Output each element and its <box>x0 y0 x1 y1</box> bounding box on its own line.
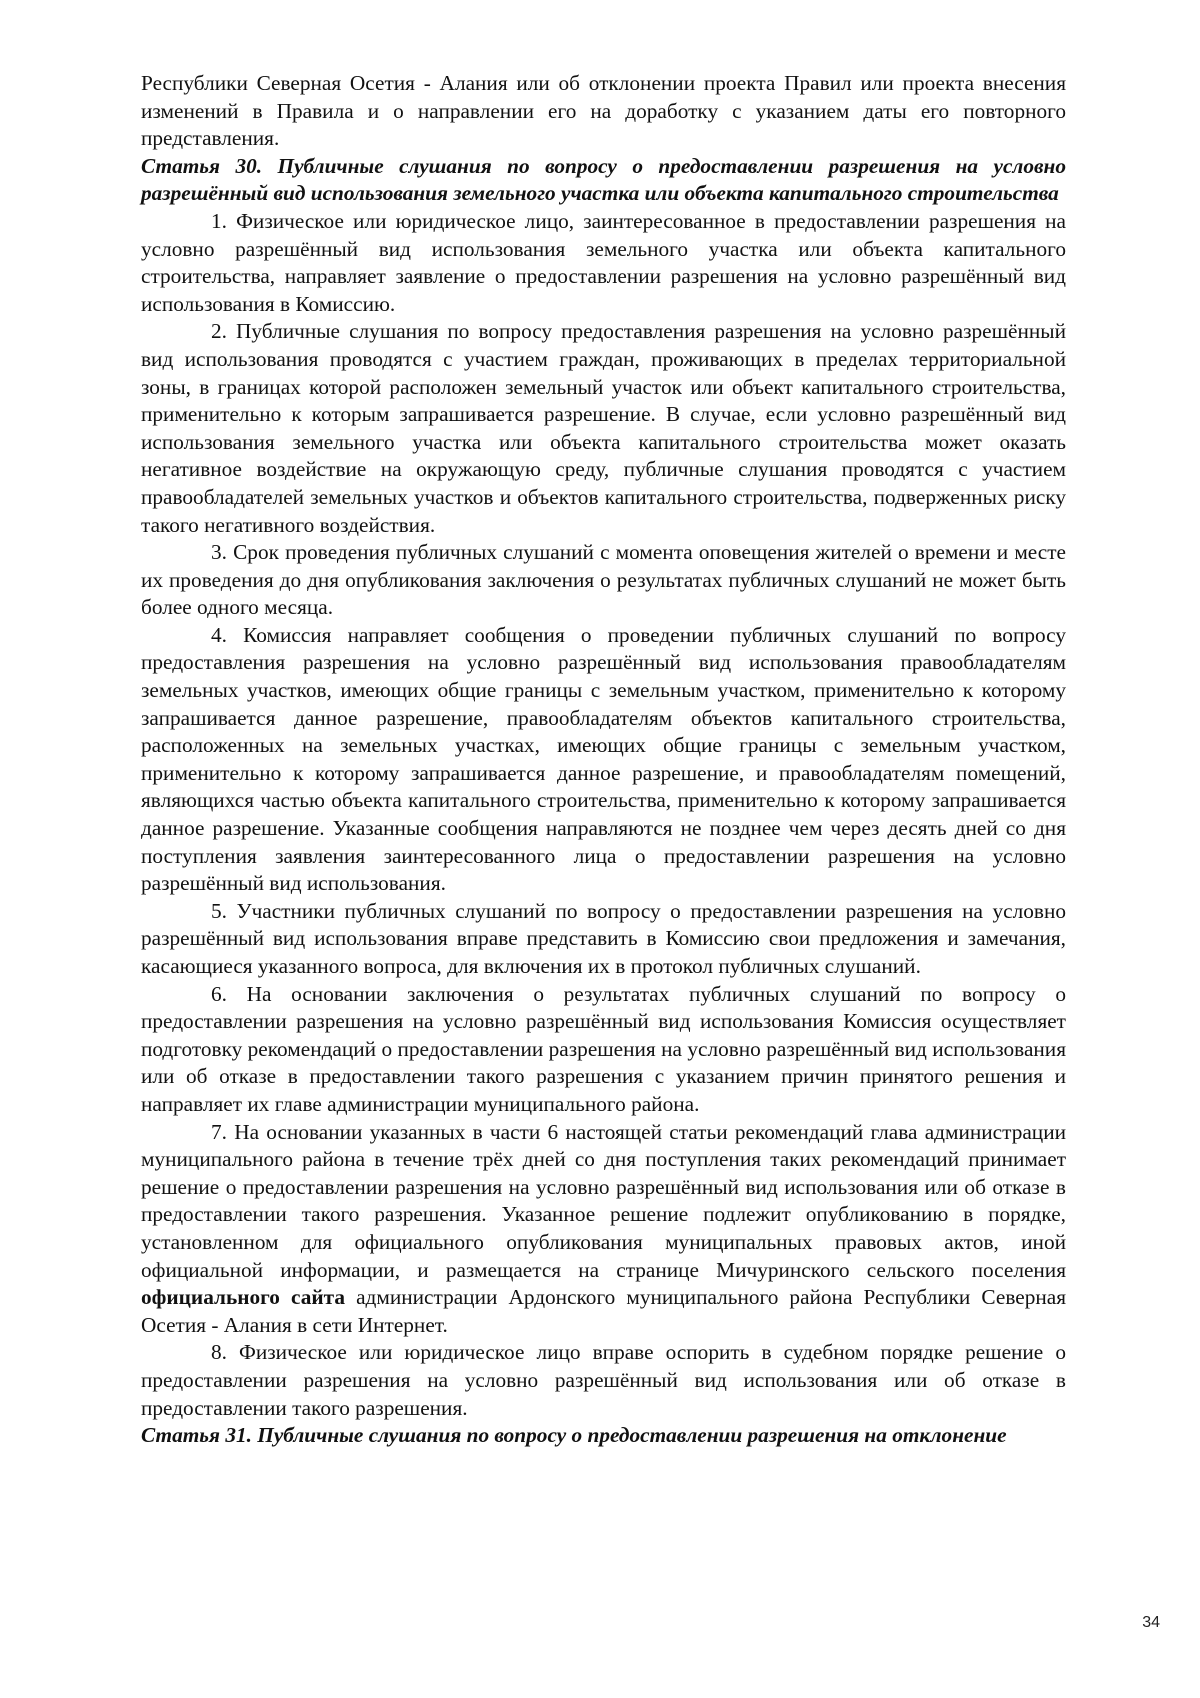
article-31-heading: Статья 31. Публичные слушания по вопросу о предоставлении разрешения на отклонение <box>141 1423 1007 1448</box>
article-30-item-1: 1. Физическое или юридическое лицо, заинтересованное в предоставлении разрешения на условно разрешённый вид использования земельного участка или объекта капитального строительства, направляет заявление о предоставлении разрешения на условно разрешённый вид использования в Комиссию. <box>141 208 1066 316</box>
article-30-item-7 <box>141 1119 1066 1340</box>
item-7-text-before: 7. На основании указанных в части 6 настоящей статьи рекомендаций глава администрации муниципального района в течение трёх дней со дня поступления таких рекомендаций принимает решение о предоставлении разрешения на условно разрешённый вид использования или об отказе в предоставлении такого разрешения. Указанное решение подлежит опубликованию в порядке, установленном для официального опубликования муниципальных правовых актов, иной официальной информации, и размещается на странице Мичуринского сельского поселения <box>141 1119 1066 1282</box>
item-7-bold-text: официального сайта <box>141 1285 346 1310</box>
article-30-item-2: 2. Публичные слушания по вопросу предоставления разрешения на условно разрешённый вид использования проводятся с участием граждан, проживающих в пределах территориальной зоны, в границах которой расположен земельный участок или объект капитального строительства, применительно к которым запрашивается разрешение. В случае, если условно разрешённый вид использования земельного участка или объекта капитального строительства может оказать негативное воздействие на окружающую среду, публичные слушания проводятся с участием правообладателей земельных участков и объектов капитального строительства, подверженных риску такого негативного воздействия. <box>141 319 1066 537</box>
article-30-item-8: 8. Физическое или юридическое лицо вправе оспорить в судебном порядке решение о предоставлении разрешения на условно разрешённый вид использования или об отказе в предоставлении такого разрешения. <box>141 1340 1066 1420</box>
intro-paragraph: Республики Северная Осетия - Алания или об отклонении проекта Правил или проекта внесения изменений в Правила и о направлении его на доработку с указанием даты его повторного представления. <box>141 71 1066 151</box>
article-30-item-4: 4. Комиссия направляет сообщения о проведении публичных слушаний по вопросу предоставления разрешения на условно разрешённый вид использования правообладателям земельных участков, имеющих общие границы с земельным участком, применительно к которому запрашивается данное разрешение, правообладателям объектов капитального строительства, расположенных на земельных участках, имеющих общие границы с земельным участком, применительно к которому запрашивается данное разрешение, и правообладателям помещений, являющихся частью объекта капитального строительства, применительно к которому запрашивается данное разрешение. Указанные сообщения направляются не позднее чем через десять дней со дня поступления заявления заинтересованного лица о предоставлении разрешения на условно разрешённый вид использования. <box>141 622 1066 896</box>
article-30-item-3: 3. Срок проведения публичных слушаний с момента оповещения жителей о времени и месте их проведения до дня опубликования заключения о результатах публичных слушаний не может быть более одного месяца. <box>141 540 1066 620</box>
page-number: 34 <box>1142 1614 1160 1631</box>
article-30-item-5: 5. Участники публичных слушаний по вопросу о предоставлении разрешения на условно разрешённый вид использования вправе представить в Комиссию свои предложения и замечания, касающиеся указанного вопроса, для включения их в протокол публичных слушаний. <box>141 898 1066 978</box>
item-7-text-after: администрации Ардонского муниципального района Республики Северная Осетия - Алания в сети Интернет. <box>141 1285 1066 1337</box>
article-30-item-6: 6. На основании заключения о результатах публичных слушаний по вопросу о предоставлении разрешения на условно разрешённый вид использования Комиссия осуществляет подготовку рекомендаций о предоставлении разрешения на условно разрешённый вид использования или об отказе в предоставлении такого разрешения с указанием причин принятого решения и направляет их главе администрации муниципального района. <box>141 981 1066 1116</box>
document-body <box>141 70 1066 1450</box>
article-30-heading: Статья 30. Публичные слушания по вопросу о предоставлении разрешения на условно разрешённый вид использования земельного участка или объекта капитального строительства <box>141 153 1066 206</box>
